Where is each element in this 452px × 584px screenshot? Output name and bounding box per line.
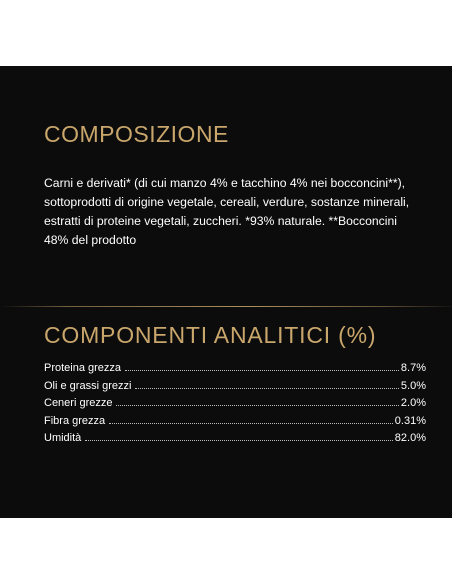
row-label: Proteina grezza [44,362,122,374]
analytical-components-heading: COMPONENTI ANALITICI (%) [44,322,377,348]
analytical-row-ash [44,397,426,415]
section-divider [0,306,452,307]
dot-leader [116,405,398,406]
composition-text: Carni e derivati* (di cui manzo 4% e tacchino 4% nei bocconcini**), sottoprodotti di origine vegetale, cereali, verdure, sostanze minerali, estratti di proteine vegetali, zuccheri. *93% naturale. **Bocconcini 48% del prodotto [44,176,410,247]
analytical-row-moisture [44,432,426,450]
product-info-panel [0,66,452,518]
row-value: 2.0% [400,397,426,409]
analytical-components-list [44,362,426,450]
dot-leader [109,423,393,424]
dot-leader [85,440,393,441]
dot-leader [125,370,399,371]
row-label: Fibra grezza [44,414,106,427]
analytical-row-fiber [44,415,426,433]
row-value: 0.31% [394,414,426,427]
dot-leader [135,388,399,389]
row-value: 5.0% [400,379,426,392]
row-label: Umidità [44,432,82,444]
analytical-row-protein [44,362,426,380]
composition-heading: COMPOSIZIONE [44,121,229,147]
analytical-row-fat [44,380,426,398]
row-label: Oli e grassi grezzi [44,379,132,392]
row-value: 8.7% [400,362,426,374]
row-value: 82.0% [394,432,426,444]
row-label: Ceneri grezze [44,397,113,409]
